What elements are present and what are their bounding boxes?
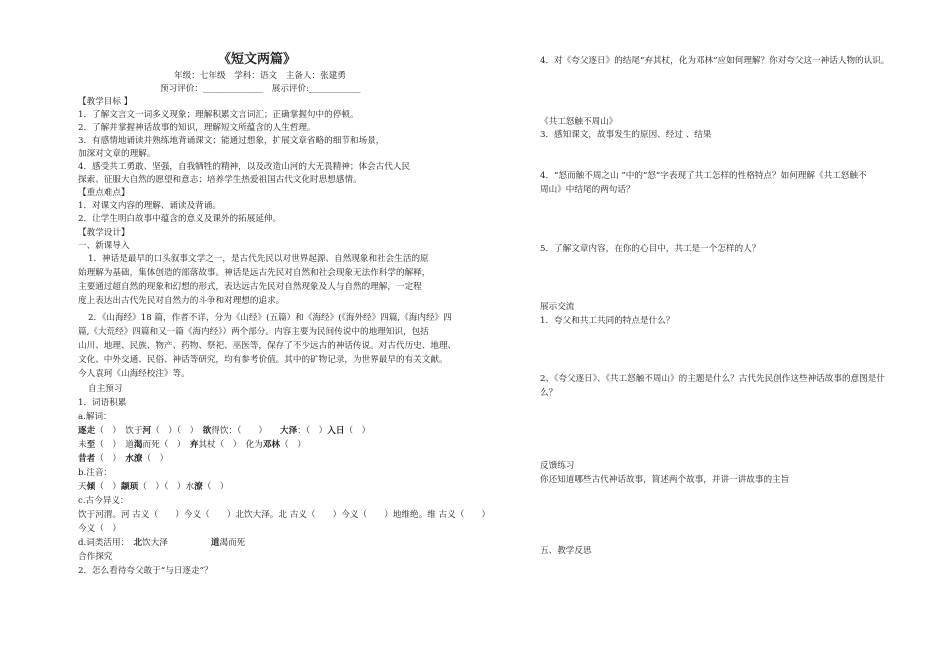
key-heading: 【重点难点】 [78, 188, 130, 198]
question-2: 2．怎么看待夸父敢于“与日逐走”？ [78, 566, 213, 576]
evaluation-line: 预习评价：______________ 展示评价:____________ [160, 84, 361, 94]
word-class-row [78, 538, 245, 549]
vocab-blank: 其杖（ ） 化为 [198, 440, 263, 450]
vocab-word: 弃 [189, 440, 199, 450]
explore-heading: 合作探究 [78, 552, 113, 562]
vocab-blank: 得饮：（ ） [211, 426, 280, 436]
document-meta: 年级：七年级 学科：语文 主备人：张建勇 [174, 71, 346, 81]
key-point-line: 1．对课文内容的理解、诵读及背诵。 [78, 201, 221, 211]
vocab-word: 大泽 [280, 426, 298, 436]
pinyin-text: 天 [78, 482, 87, 492]
goal-line: 1．了解文言文一词多义现象；理解积累文言词汇；正确掌握句中的停顿。 [78, 110, 359, 120]
feedback-question: 你还知道哪些古代神话故事，简述两个故事，并讲一讲故事的主旨 [540, 475, 790, 485]
word-class-text: 渴而死 [219, 538, 246, 548]
goal-line: 加深对文章的理解。 [78, 149, 156, 159]
vocab-row-2 [78, 440, 306, 451]
intro-heading: 一、新课导入 [78, 241, 130, 251]
goal-line: 3．有感情地诵读并熟练地背诵课文；能通过想象，扩展文章省略的细节和场景， [78, 136, 385, 146]
para1-line: 主要通过超自然的现象和幻想的形式，表达远古先民对自然现象及人与自然的理解，一定程 [78, 282, 422, 292]
part-c-label: c.古今异义： [78, 496, 129, 506]
vocab-blank: （ ） [280, 440, 306, 450]
pinyin-word: 潦 [194, 482, 203, 492]
question-4-kuafu: 4．对《夸父逐日》的结尾“弃其杖，化为邓林”应如何理解？你对夸父这一神话人物的认识。 [540, 56, 890, 66]
vocab-row-3 [78, 454, 168, 465]
vocab-word: 昔者 [78, 454, 96, 464]
para2-line: 文化、中外交通、民俗、神话等研究，均有参考价值。其中的矿物记录，为世界最早的有关文献。 [78, 355, 448, 365]
question-4-anger: 4．“怒而触不周之山 ”中的“怒”字表现了共工怎样的性格特点？如何理解《共工怒触不 [540, 171, 867, 181]
gonggong-title: 《共工怒触不周山》 [540, 117, 618, 127]
show-question-1: 1．夸父和共工共同的特点是什么？ [540, 316, 675, 326]
question-5: 5．了解文章内容，在你的心目中，共工是一个怎样的人？ [540, 244, 761, 254]
vocab-blank: （ ） [344, 426, 371, 436]
word-class-word: 北 [133, 538, 143, 548]
vocab-blank: （ ）（ ） [151, 426, 203, 436]
vocab-blank: （ ） [142, 454, 169, 464]
goal-line: 4．感受共工勇敢、坚强，自我牺牲的精神，以及改造山河的大无畏精神；体会古代人民 [78, 162, 411, 172]
document-title: 《短文两篇》 [218, 52, 297, 67]
pinyin-blank: （ ）（ ）水 [138, 482, 195, 492]
goals-heading: 【教学目标 】 [78, 97, 133, 107]
vocab-word: 逐走 [78, 426, 96, 436]
word-class-word: 道 [210, 538, 220, 548]
para1-line: 始理解为基础，集体创造的部落故事。神话是远古先民对自然和社会现象无法作科学的解释， [78, 268, 431, 278]
reflection-heading: 五、教学反思 [540, 546, 592, 556]
vocab-word: 邓林 [262, 440, 281, 450]
vocab-blank: ：（ ） [297, 426, 328, 436]
para2-line: 山川、地理、民族、物产、药物、祭祀、巫医等，保存了不少远古的神话传说。对古代历史、地理、 [78, 341, 457, 351]
pinyin-word: 倾 [86, 482, 96, 492]
pinyin-blank: （ ） [95, 482, 122, 492]
vocab-blank: （ ） 道 [95, 440, 134, 450]
meaning-row: 饮于河渭。河 古义（ ）今义（ ）北饮大泽。北 古义（ ）今义（ ）地维绝。维 古义（ ） [78, 510, 491, 520]
vocab-word: 欲 [202, 426, 212, 436]
para1-line: 1．神话是最早的口头叙事文学之一，是古代先民以对世界起源、自然现象和社会生活的原 [88, 254, 429, 264]
para2-line: 2．《山海经》18 篇，作者不详，分为《山经》(五篇）和《海经》(《海外经》四篇,《海内经》四 [88, 313, 452, 323]
vocab-blank: 而死（ ） [142, 440, 190, 450]
vocab-blank: （ ） 饮于 [95, 426, 143, 436]
word-class-text: 饮大泽 [142, 538, 211, 548]
meaning-row: 今义（ ） [78, 524, 121, 534]
show-question-2-cont: 么？ [540, 388, 558, 398]
para2-line: 篇,《大荒经》四篇和又一篇《海内经》）两个部分。内容主要为民间传说中的地理知识，包括 [78, 327, 429, 337]
show-heading: 展示交流 [540, 302, 575, 312]
vocab-word: 河 [142, 426, 152, 436]
vocab-row-1 [78, 426, 370, 437]
vocab-word: 入日 [327, 426, 345, 436]
part-b-label: b.注音： [78, 468, 113, 478]
question-4-anger-cont: 周山》中结尾的两句话？ [540, 185, 635, 195]
self-study-heading: 自主预习 [88, 384, 123, 394]
para2-line: 今人袁珂《山海经校注》等。 [78, 369, 190, 379]
vocab-text: 未 [78, 440, 87, 450]
goal-line: 2．了解并掌握神话故事的知识，理解短文所蕴含的人生哲理。 [78, 123, 316, 133]
word-class-text: d.词类活用： [78, 538, 134, 548]
vocab-word: 渴 [133, 440, 143, 450]
goal-line: 探索、征服大自然的愿望和意志；培养学生热爱祖国古代文化时思想感情。 [78, 175, 362, 185]
part-a-label: a.解词： [78, 412, 112, 422]
feedback-heading: 反馈练习 [540, 461, 575, 471]
vocab-blank: （ ） [95, 454, 126, 464]
pinyin-row [78, 482, 228, 493]
vocab-word: 水潦 [125, 454, 143, 464]
pinyin-word: 颛顼 [121, 482, 139, 492]
question-3: 3．感知课文，故事发生的原因、经过 、结果 [540, 130, 712, 140]
design-heading: 【教学设计】 [78, 228, 130, 238]
pinyin-blank: （ ） [202, 482, 229, 492]
key-point-line: 2．让学生明白故事中蕴含的意义及课外的拓展延伸。 [78, 214, 282, 224]
vocab-heading: 1．词语积累 [78, 398, 127, 408]
para1-line: 度上表达出古代先民对自然力的斗争和对理想的追求。 [78, 296, 285, 306]
vocab-word: 至 [86, 440, 96, 450]
show-question-2: 2、《夸父逐日》、《共工怒触不周山》的主题是什么？古代先民创作这些神话故事的意图是什 [540, 374, 885, 384]
